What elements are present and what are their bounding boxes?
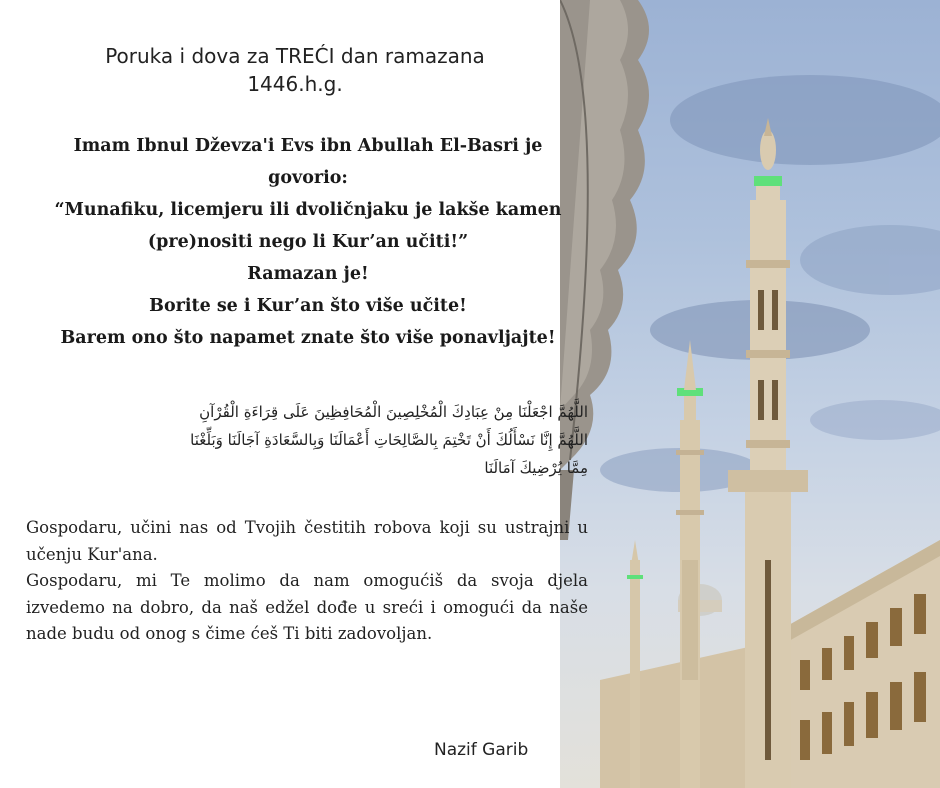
quote-line: Borite se i Kur’an što više učite! — [149, 296, 467, 316]
author-signature: Nazif Garib — [434, 740, 529, 760]
dua-line: مِمَّا يُرْضِيكَ آمَالَنَا — [484, 459, 588, 477]
translation-paragraph-1: Gospodaru, učini nas od Tvojih čestitih robova koji su ustrajni u učenju Kur'ana. — [26, 518, 588, 564]
dua-line: اللَّهُمَّ اجْعَلْنَا مِنْ عِبَادِكَ الْمُخْلِصِينَ الْمُحَافِظِينَ عَلَى قِرَاءَةِ الْقُرْآنِ — [199, 403, 588, 421]
quote-line: Barem ono što napamet znate što više ponavljajte! — [60, 328, 556, 348]
header-title: Poruka i dova za TREĆI dan ramazana — [105, 44, 485, 68]
minaret-middle — [676, 340, 704, 788]
dua-line: اللَّهُمَّ إِنَّا نَسْأَلُكَ أَنْ تَخْتِمَ بِالصَّالِحَاتِ أَعْمَالَنَا وَبِالسَّعَادَةِ آجَالَنَا وَبَلِّغْنَا — [190, 431, 588, 449]
arabic-dua — [28, 398, 588, 482]
quote-block — [20, 130, 596, 354]
mosque-illustration — [560, 0, 940, 788]
quote-line: “Munafiku, licemjeru ili dvoličnjaku je lakše kamen — [54, 200, 562, 220]
header — [40, 42, 550, 98]
mosque-photo — [560, 0, 940, 788]
translation-paragraph-2: Gospodaru, mi Te molimo da nam omogućiš da svoja djela izvedemo na dobro, da naš edžel dođe u sreći i omogući da naše nade budu od onog s čime ćeš Ti biti zadovoljan. — [26, 571, 588, 643]
quote-line: (pre)nositi nego li Kur’an učiti!” — [147, 232, 469, 252]
quote-line: Imam Ibnul Dževza'i Evs ibn Abullah El-Basri je — [73, 136, 543, 156]
translation-block — [26, 515, 588, 648]
header-year: 1446.h.g. — [247, 72, 343, 96]
quote-line: govorio: — [268, 168, 348, 188]
quote-line: Ramazan je! — [247, 264, 369, 284]
